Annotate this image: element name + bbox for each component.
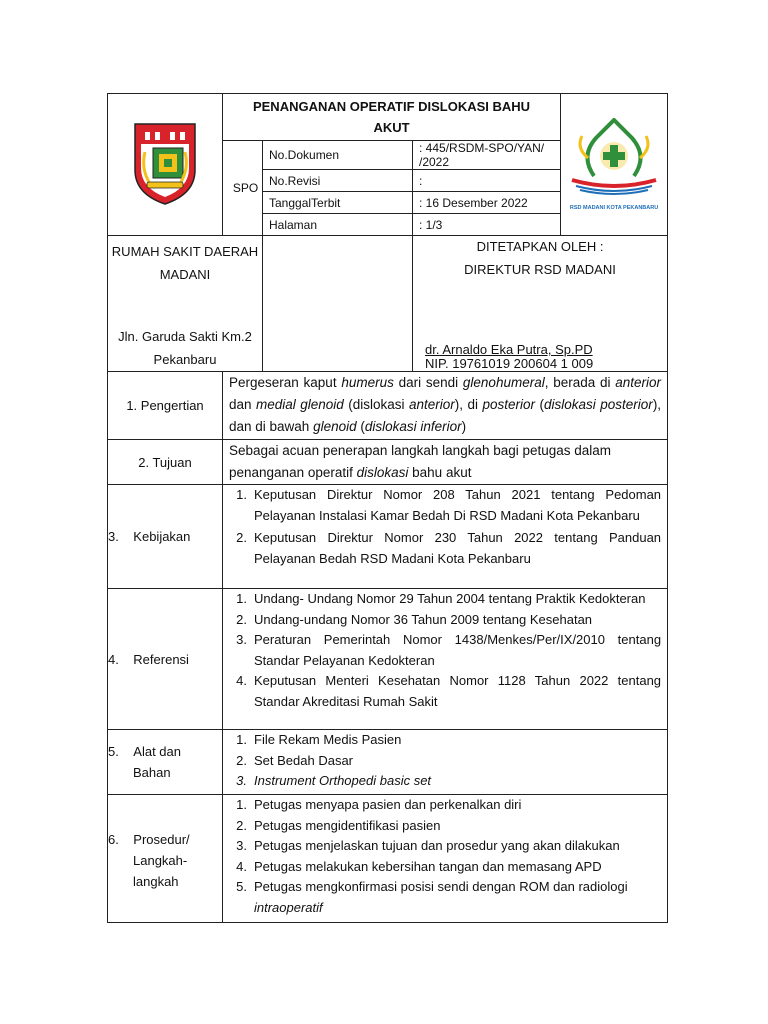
director-name: dr. Arnaldo Eka Putra, Sp.PD <box>425 342 593 357</box>
director-nip: NIP. 19761019 200604 1 009 <box>425 356 594 371</box>
pekanbaru-emblem-icon <box>127 118 203 208</box>
list-item <box>229 751 661 772</box>
text-run: dislokasi posterior <box>544 397 653 412</box>
list-number: 3. <box>236 632 247 647</box>
section-number: 5. <box>108 744 119 759</box>
left-logo-cell <box>108 94 223 236</box>
list-number: 1. <box>236 591 247 606</box>
text-run: ( <box>535 397 545 412</box>
spo-document <box>107 93 667 923</box>
list-number: 1. <box>236 797 247 812</box>
text-run: dislokasi inferior <box>364 419 462 434</box>
section-content-tujuan <box>223 440 668 485</box>
list-text: Petugas mengkonfirmasi posisi sendi dengan ROM dan radiologi <box>254 879 628 894</box>
list-item <box>229 485 661 526</box>
hospital-name-line-1: RUMAH SAKIT DAERAH <box>111 244 259 259</box>
list-text: Set Bedah Dasar <box>254 752 354 768</box>
text-run: Pergeseran kaput <box>229 375 342 390</box>
text-run: humerus <box>341 375 394 390</box>
section-number: 4. <box>108 651 119 667</box>
list-number: 5. <box>236 879 247 894</box>
list-text: Petugas menjelaskan tujuan dan prosedur yang akan dilakukan <box>254 838 620 853</box>
section-label-text: Prosedur/ <box>133 832 190 847</box>
text-run: dislokasi <box>356 465 409 480</box>
section-label-text: langkah <box>133 874 179 889</box>
text-run: posterior <box>482 397 536 412</box>
list-text-continued: intraoperatif <box>254 899 323 915</box>
list-item <box>229 730 661 751</box>
meta-value: : 16 Desember 2022 <box>413 192 561 214</box>
list-text: Peraturan Pemerintah Nomor 1438/Menkes/Per/IX/2010 tentang Standar Pelayanan Kedokteran <box>254 632 662 668</box>
list-number: 1. <box>236 487 247 502</box>
blank-cell <box>263 236 413 372</box>
title-line-1: PENANGANAN OPERATIF DISLOKASI BAHU <box>252 99 531 114</box>
list-item <box>229 795 661 816</box>
list-text: Undang- Undang Nomor 29 Tahun 2004 tentang Praktik Kedokteran <box>254 591 646 606</box>
list-item <box>229 816 661 837</box>
text-run: bahu akut <box>408 465 472 480</box>
section-label-pengertian: 1. Pengertian <box>108 372 223 440</box>
section-label-alat <box>108 730 223 795</box>
section-label-prosedur <box>108 795 223 923</box>
section-label-tujuan: 2. Tujuan <box>108 440 223 485</box>
section-number: 6. <box>108 832 119 847</box>
text-run: dan <box>229 397 256 412</box>
section-label-kebijakan <box>108 485 223 589</box>
section-label-referensi <box>108 589 223 730</box>
text-run: medial glenoid <box>256 397 344 412</box>
list-item <box>229 630 661 671</box>
list-number: 4. <box>236 858 247 874</box>
list-number: 3. <box>236 773 247 788</box>
list-number: 2. <box>236 817 247 833</box>
hospital-name-line-2: MADANI <box>159 267 211 282</box>
list-text: Instrument Orthopedi basic set <box>254 773 432 788</box>
meta-label: No.Dokumen <box>263 141 413 170</box>
set-by-line-2: DIREKTUR RSD MADANI <box>464 262 616 277</box>
section-content-kebijakan <box>223 485 668 589</box>
section-label-text: Langkah- <box>133 853 188 868</box>
title-line-2: AKUT <box>373 120 410 135</box>
list-text: Petugas melakukan kebersihan tangan dan memasang APD <box>254 858 602 874</box>
list-text: Keputusan Menteri Kesehatan Nomor 1128 Tahun 2022 tentang Standar Akreditasi Rumah Sakit <box>254 673 662 709</box>
text-run: anterior <box>409 397 455 412</box>
text-run: Sebagai acuan penerapan langkah langkah bagi petugas dalam penanganan operatif <box>229 443 612 480</box>
text-run: ), di <box>454 397 483 412</box>
list-number: 1. <box>236 732 247 747</box>
hospital-address-line-2: Pekanbaru <box>153 352 217 367</box>
right-logo-cell <box>561 94 668 236</box>
section-content-pengertian <box>223 372 668 440</box>
section-content-referensi <box>223 589 668 730</box>
meta-label: TanggalTerbit <box>263 192 413 214</box>
hospital-cell <box>108 236 263 372</box>
list-text: Keputusan Direktur Nomor 230 Tahun 2022 tentang Panduan Pelayanan Bedah RSD Madani Kota Pekanbaru <box>254 530 662 566</box>
list-item <box>229 528 661 569</box>
meta-label: No.Revisi <box>263 170 413 192</box>
section-content-prosedur <box>223 795 668 923</box>
section-label-text: Kebijakan <box>133 529 191 544</box>
list-item <box>229 589 661 610</box>
list-number: 2. <box>236 752 247 768</box>
text-run: , berada di <box>544 375 616 390</box>
list-item <box>229 610 661 631</box>
section-number: 3. <box>108 529 119 544</box>
hospital-address-line-1: Jln. Garuda Sakti Km.2 <box>118 329 252 344</box>
section-label-text: Bahan <box>133 765 171 780</box>
list-item <box>229 877 661 918</box>
list-text: Petugas menyapa pasien dan perkenalkan diri <box>254 797 522 812</box>
meta-value: : <box>413 170 561 192</box>
text-run: glenoid <box>313 419 357 434</box>
list-item <box>229 771 661 792</box>
text-run: ( <box>356 419 365 434</box>
text-run: ), dan di bawah <box>229 397 662 434</box>
list-number: 3. <box>236 838 247 853</box>
text-run: anterior <box>615 375 662 390</box>
set-by-line-1: DITETAPKAN OLEH : <box>476 239 604 254</box>
list-item <box>229 857 661 878</box>
list-number: 4. <box>236 673 247 688</box>
section-label-text: Referensi <box>133 651 189 667</box>
section-label-text: Alat dan <box>133 744 181 759</box>
meta-value: : 1/3 <box>413 214 561 236</box>
right-logo-text: RSD MADANI KOTA PEKANBARU <box>569 205 659 211</box>
list-item <box>229 836 661 857</box>
spo-table <box>107 93 668 923</box>
list-text: Undang-undang Nomor 36 Tahun 2009 tentang Kesehatan <box>254 611 593 627</box>
text-run: glenohumeral <box>462 375 545 390</box>
document-title <box>223 94 561 141</box>
text-run: dari sendi <box>393 375 463 390</box>
section-content-alat <box>223 730 668 795</box>
list-number: 2. <box>236 611 247 627</box>
text-run: (dislokasi <box>343 397 410 412</box>
list-item <box>229 671 661 712</box>
meta-value: : 445/RSDM-SPO/YAN/ /2022 <box>413 141 561 170</box>
text-run: ) <box>461 419 467 434</box>
list-text: Petugas mengidentifikasi pasien <box>254 817 441 833</box>
list-text: File Rekam Medis Pasien <box>254 732 402 747</box>
meta-label: Halaman <box>263 214 413 236</box>
approval-cell <box>413 236 668 372</box>
spo-label: SPO <box>223 141 263 236</box>
list-text: Keputusan Direktur Nomor 208 Tahun 2021 tentang Pedoman Pelayanan Instalasi Kamar Bedah Di RSD Madani Kota Pekanbaru <box>254 487 662 523</box>
list-number: 2. <box>236 530 247 545</box>
rsd-madani-logo-icon <box>566 118 662 210</box>
